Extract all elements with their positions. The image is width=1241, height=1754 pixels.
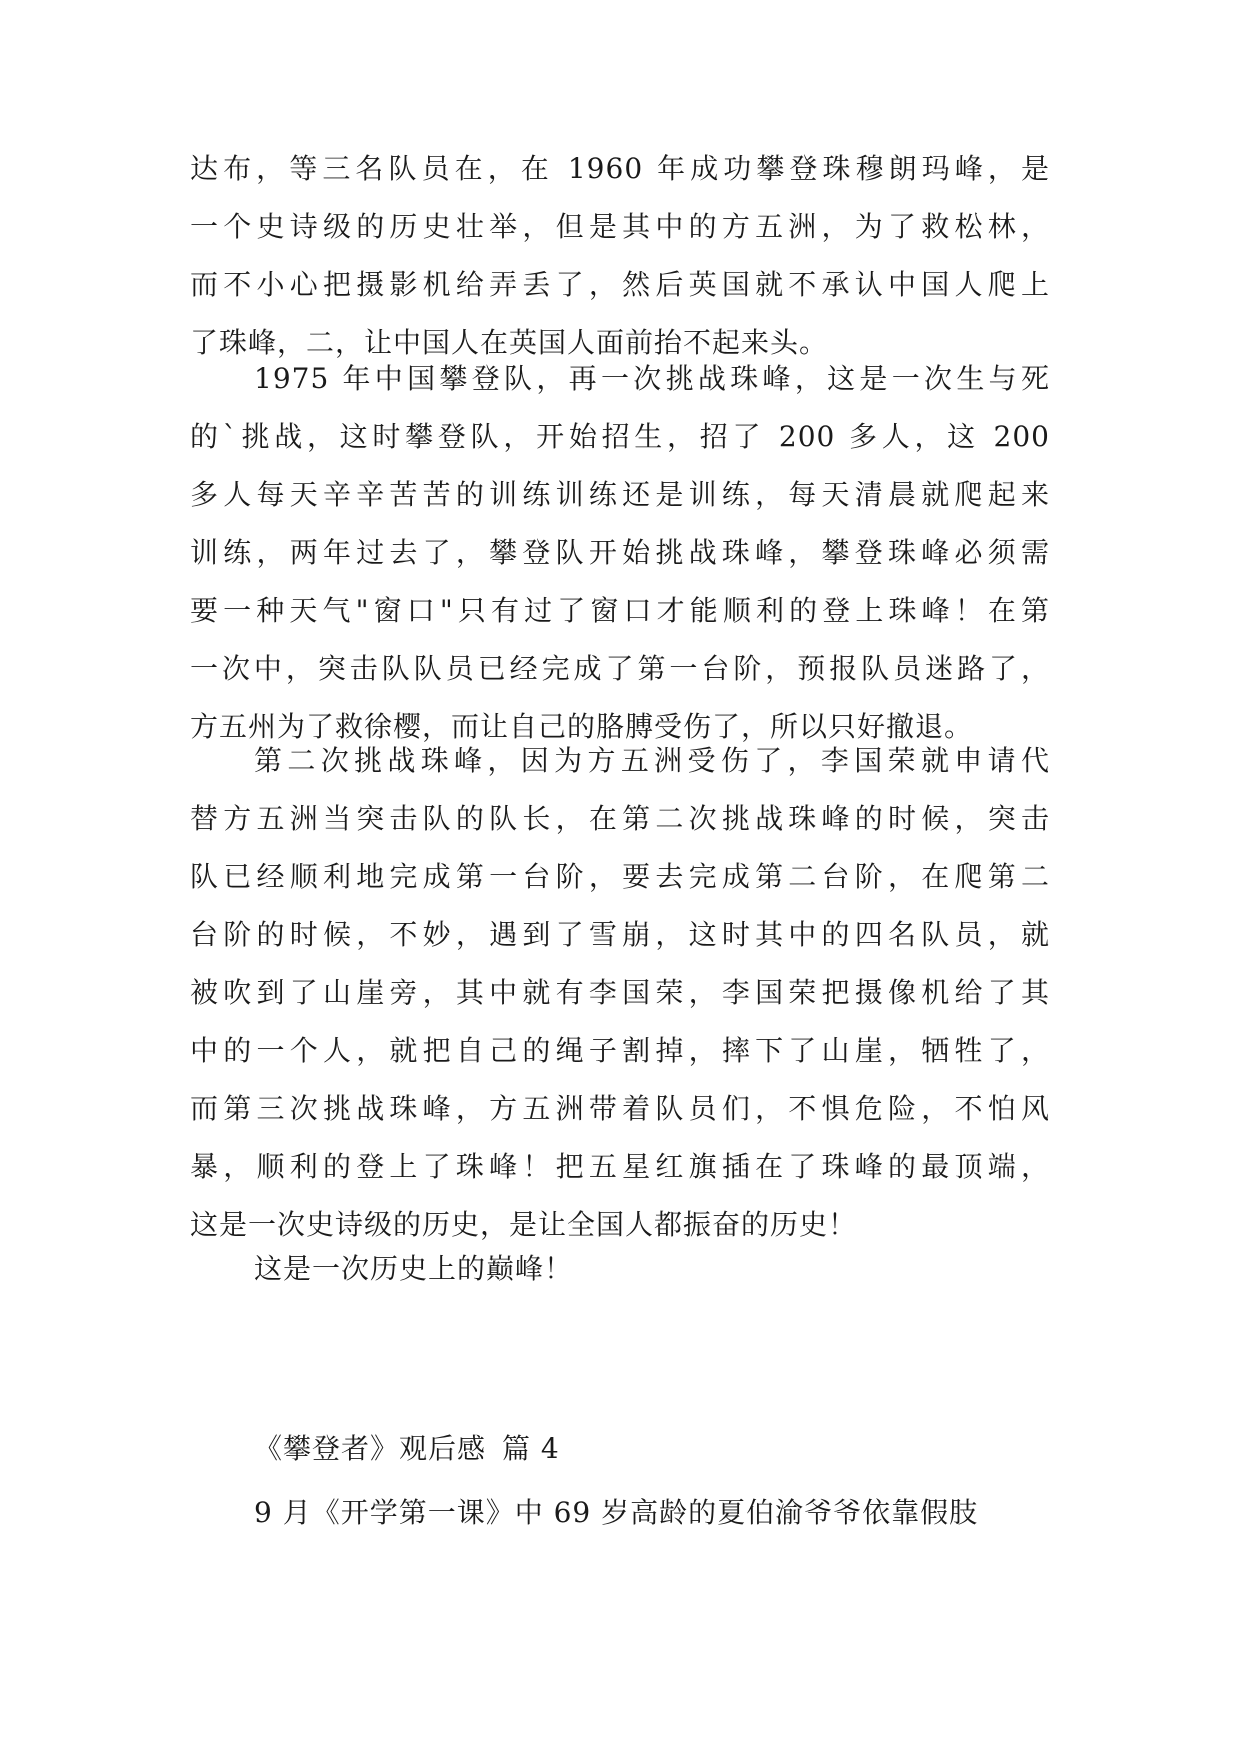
- text-line: 的`挑战，这时攀登队，开始招生，招了 200 多人，这 200: [190, 420, 1050, 453]
- text-line: 多人每天辛辛苦苦的训练训练还是训练，每天清晨就爬起来: [190, 478, 1050, 511]
- text-line: 台阶的时候，不妙，遇到了雪崩，这时其中的四名队员，就: [190, 918, 1050, 951]
- text-line: 而不小心把摄影机给弄丢了，然后英国就不承认中国人爬上: [190, 268, 1050, 301]
- text-line: 暴，顺利的登上了珠峰！把五星红旗插在了珠峰的最顶端，: [190, 1150, 1050, 1183]
- section-label: 篇 4: [502, 1432, 560, 1465]
- text-line: 9 月《开学第一课》中 69 岁高龄的夏伯渝爷爷依靠假肢: [254, 1496, 979, 1529]
- paragraph-5: [190, 1484, 1050, 1542]
- text-line: 要一种天气"窗口"只有过了窗口才能顺利的登上珠峰！在第: [190, 594, 1050, 627]
- text-line: 方五州为了救徐樱，而让自己的胳膊受伤了，所以只好撤退。: [190, 710, 974, 743]
- text-line: 1975 年中国攀登队，再一次挑战珠峰，这是一次生与死: [254, 362, 1050, 395]
- paragraph-4: [190, 1240, 1050, 1298]
- text-line: 中的一个人，就把自己的绳子割掉，摔下了山崖，牺牲了，: [190, 1034, 1050, 1067]
- section-heading: [254, 1420, 560, 1478]
- text-line: 而第三次挑战珠峰，方五洲带着队员们，不惧危险，不怕风: [190, 1092, 1050, 1125]
- text-line: 这是一次史诗级的历史，是让全国人都振奋的历史！: [190, 1208, 858, 1241]
- paragraph-2: [190, 350, 1050, 756]
- paragraph-1: [190, 140, 1050, 372]
- text-line: 第二次挑战珠峰，因为方五洲受伤了，李国荣就申请代: [254, 744, 1050, 777]
- paragraph-3: [190, 732, 1050, 1254]
- text-line: 了珠峰，二，让中国人在英国人面前抬不起来头。: [190, 326, 829, 359]
- text-line: 一次中，突击队队员已经完成了第一台阶，预报队员迷路了，: [190, 652, 1050, 685]
- text-line: 被吹到了山崖旁，其中就有李国荣，李国荣把摄像机给了其: [190, 976, 1050, 1009]
- text-line: 队已经顺利地完成第一台阶，要去完成第二台阶，在爬第二: [190, 860, 1050, 893]
- text-line: 训练，两年过去了，攀登队开始挑战珠峰，攀登珠峰必须需: [190, 536, 1050, 569]
- section-title: 《攀登者》观后感: [254, 1432, 487, 1465]
- text-line: 达布，等三名队员在，在 1960 年成功攀登珠穆朗玛峰，是: [190, 152, 1050, 185]
- text-line: 这是一次历史上的巅峰！: [254, 1252, 574, 1285]
- text-line: 一个史诗级的历史壮举，但是其中的方五洲，为了救松林，: [190, 210, 1050, 243]
- text-line: 替方五洲当突击队的队长，在第二次挑战珠峰的时候，突击: [190, 802, 1050, 835]
